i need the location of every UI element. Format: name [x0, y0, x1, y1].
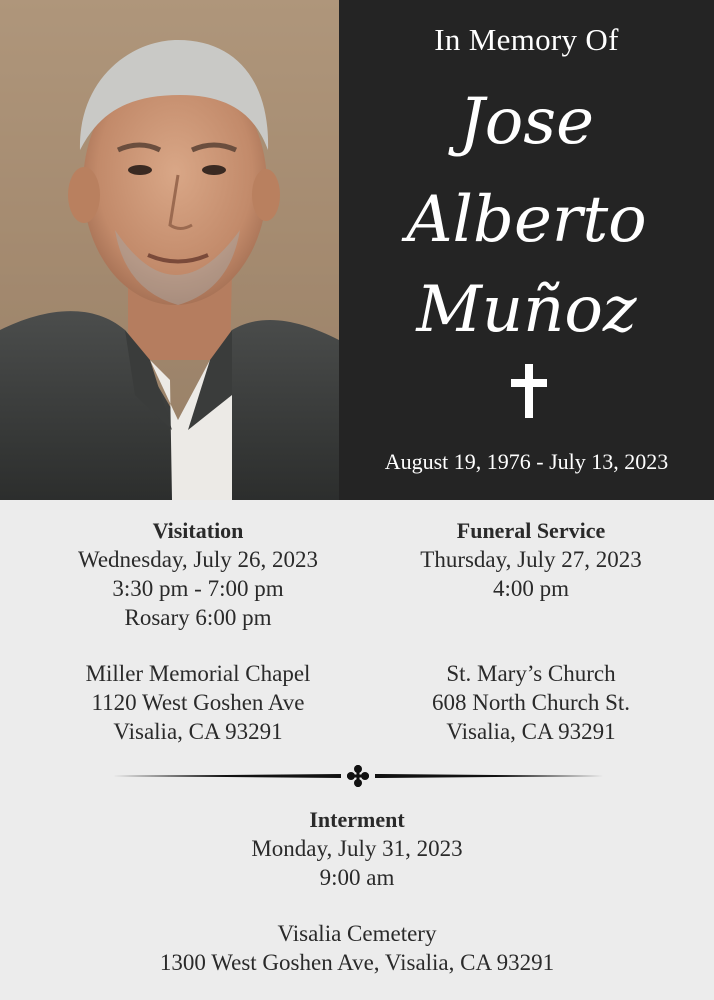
funeral-date: Thursday, July 27, 2023	[420, 547, 642, 572]
visitation-city: Visalia, CA 93291	[113, 719, 283, 744]
portrait-photo	[0, 0, 339, 500]
visitation-heading: Visitation	[152, 518, 244, 543]
funeral-street: 608 North Church St.	[431, 690, 631, 715]
visitation-block	[38, 516, 358, 746]
interment-time: 9:00 am	[319, 865, 395, 890]
cross-icon	[511, 364, 547, 418]
name-first: Jose	[459, 85, 594, 159]
funeral-city: Visalia, CA 93291	[446, 719, 616, 744]
funeral-venue: St. Mary’s Church	[446, 661, 616, 686]
funeral-time: 4:00 pm	[492, 576, 570, 601]
funeral-block	[372, 516, 690, 746]
interment-block	[0, 805, 714, 977]
interment-address: 1300 West Goshen Ave, Visalia, CA 93291	[159, 950, 555, 975]
ornament-divider	[113, 762, 603, 790]
visitation-street: 1120 West Goshen Ave	[91, 690, 305, 715]
name-last: Muñoz	[416, 273, 637, 347]
interment-venue: Visalia Cemetery	[277, 921, 437, 946]
name-middle: Alberto	[406, 183, 647, 257]
ornament-icon	[347, 765, 369, 787]
visitation-rosary: Rosary 6:00 pm	[124, 605, 272, 630]
funeral-heading: Funeral Service	[456, 518, 606, 543]
life-dates: August 19, 1976 - July 13, 2023	[384, 449, 669, 474]
interment-heading: Interment	[309, 807, 405, 832]
interment-date: Monday, July 31, 2023	[251, 836, 463, 861]
visitation-venue: Miller Memorial Chapel	[85, 661, 311, 686]
visitation-time: 3:30 pm - 7:00 pm	[112, 576, 284, 601]
visitation-date: Wednesday, July 26, 2023	[77, 547, 319, 572]
name-panel	[339, 0, 714, 500]
portrait-illustration	[0, 0, 339, 500]
in-memory-title: In Memory Of	[434, 22, 619, 57]
